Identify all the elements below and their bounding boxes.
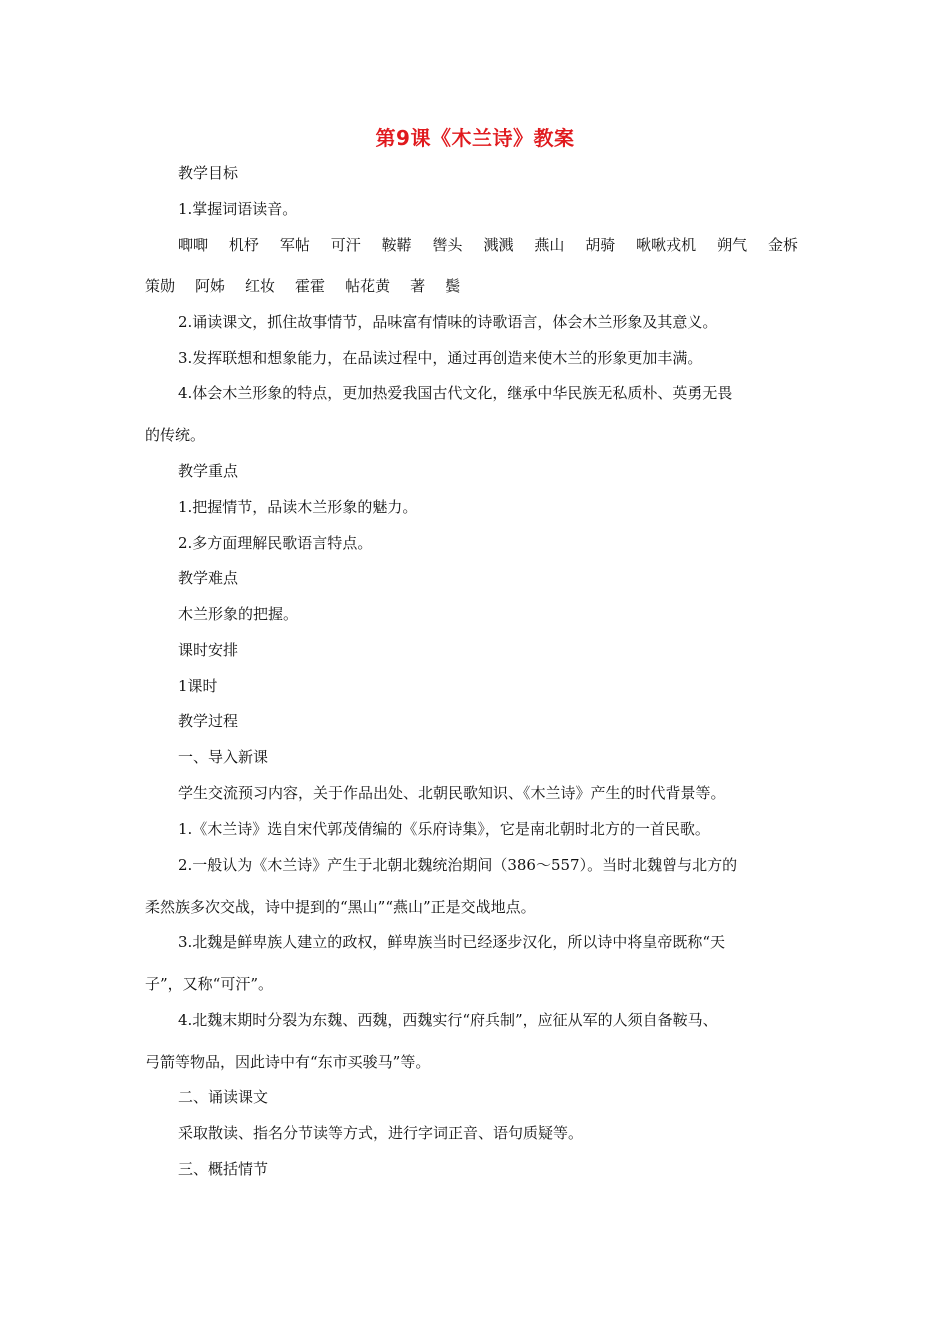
- section-3-heading: 三、概括情节: [178, 1160, 269, 1178]
- vocab-word: 可汗: [330, 236, 361, 254]
- vocab-word: 红妆: [245, 277, 276, 295]
- vocab-word: 金柝: [767, 236, 798, 254]
- document-title: 第9课《木兰诗》教案: [375, 126, 575, 150]
- vocab-word: 啾啾戎机: [636, 236, 697, 254]
- vocab-word: 燕山: [534, 236, 565, 254]
- vocab-word: 鬓: [445, 277, 461, 295]
- objective-2: 2.诵读课文，抓住故事情节，品味富有情味的诗歌语言，体会木兰形象及其意义。: [178, 313, 718, 331]
- vocab-word: 溅溅: [483, 236, 514, 254]
- section-1-item-3-line2: 子”，又称“可汗”。: [145, 975, 274, 993]
- section-1-item-1: 1.《木兰诗》选自宋代郭茂倩编的《乐府诗集》，它是南北朝时北方的一首民歌。: [178, 820, 710, 838]
- section-1-heading: 一、导入新课: [178, 748, 269, 766]
- section-1-item-4-line2: 弓箭等物品，因此诗中有“东市买骏马”等。: [145, 1053, 431, 1071]
- objective-1: 1.掌握词语读音。: [178, 200, 298, 218]
- difficulty-text: 木兰形象的把握。: [178, 605, 299, 623]
- section-1-item-3-line1: 3.北魏是鲜卑族人建立的政权，鲜卑族当时已经逐步汉化，所以诗中将皇帝既称“天: [178, 933, 725, 951]
- vocab-word: 帖花黄: [345, 277, 391, 295]
- vocab-word: 阿姊: [195, 277, 226, 295]
- difficulty-heading: 教学难点: [178, 569, 239, 587]
- section-1-item-2-line1: 2.一般认为《木兰诗》产生于北朝北魏统治期间（386～557）。当时北魏曾与北方的: [178, 856, 738, 874]
- vocab-word: 鞍鞯: [381, 236, 412, 254]
- vocab-row-2: [145, 276, 460, 296]
- vocab-word: 策勋: [145, 277, 176, 295]
- objective-4-line1: 4.体会木兰形象的特点，更加热爱我国古代文化，继承中华民族无私质朴、英勇无畏: [178, 384, 733, 402]
- section-1-item-4-line1: 4.北魏末期时分裂为东魏、西魏，西魏实行“府兵制”，应征从军的人须自备鞍马、: [178, 1011, 718, 1029]
- key-points-heading: 教学重点: [178, 462, 239, 480]
- section-2-heading: 二、诵读课文: [178, 1088, 269, 1106]
- vocab-row-1: [178, 235, 798, 255]
- key-point-1: 1.把握情节，品读木兰形象的魅力。: [178, 498, 418, 516]
- vocab-word: 霍霍: [295, 277, 326, 295]
- section-1-intro: 学生交流预习内容，关于作品出处、北朝民歌知识、《木兰诗》产生的时代背景等。: [178, 784, 726, 802]
- schedule-text: 1课时: [178, 677, 218, 695]
- objective-4-line2: 的传统。: [145, 426, 206, 444]
- schedule-heading: 课时安排: [178, 641, 239, 659]
- vocab-word: 辔头: [432, 236, 463, 254]
- vocab-word: 胡骑: [585, 236, 616, 254]
- key-point-2: 2.多方面理解民歌语言特点。: [178, 534, 373, 552]
- section-2-text: 采取散读、指名分节读等方式，进行字词正音、语句质疑等。: [178, 1124, 584, 1142]
- process-heading: 教学过程: [178, 712, 239, 730]
- vocab-word: 唧唧: [178, 236, 209, 254]
- vocab-word: 军帖: [279, 236, 310, 254]
- vocab-word: 朔气: [717, 236, 748, 254]
- vocab-word: 著: [410, 277, 426, 295]
- objectives-heading: 教学目标: [178, 164, 239, 182]
- section-1-item-2-line2: 柔然族多次交战，诗中提到的“黑山”“燕山”正是交战地点。: [145, 898, 536, 916]
- vocab-word: 机杼: [228, 236, 259, 254]
- objective-3: 3.发挥联想和想象能力，在品读过程中，通过再创造来使木兰的形象更加丰满。: [178, 349, 703, 367]
